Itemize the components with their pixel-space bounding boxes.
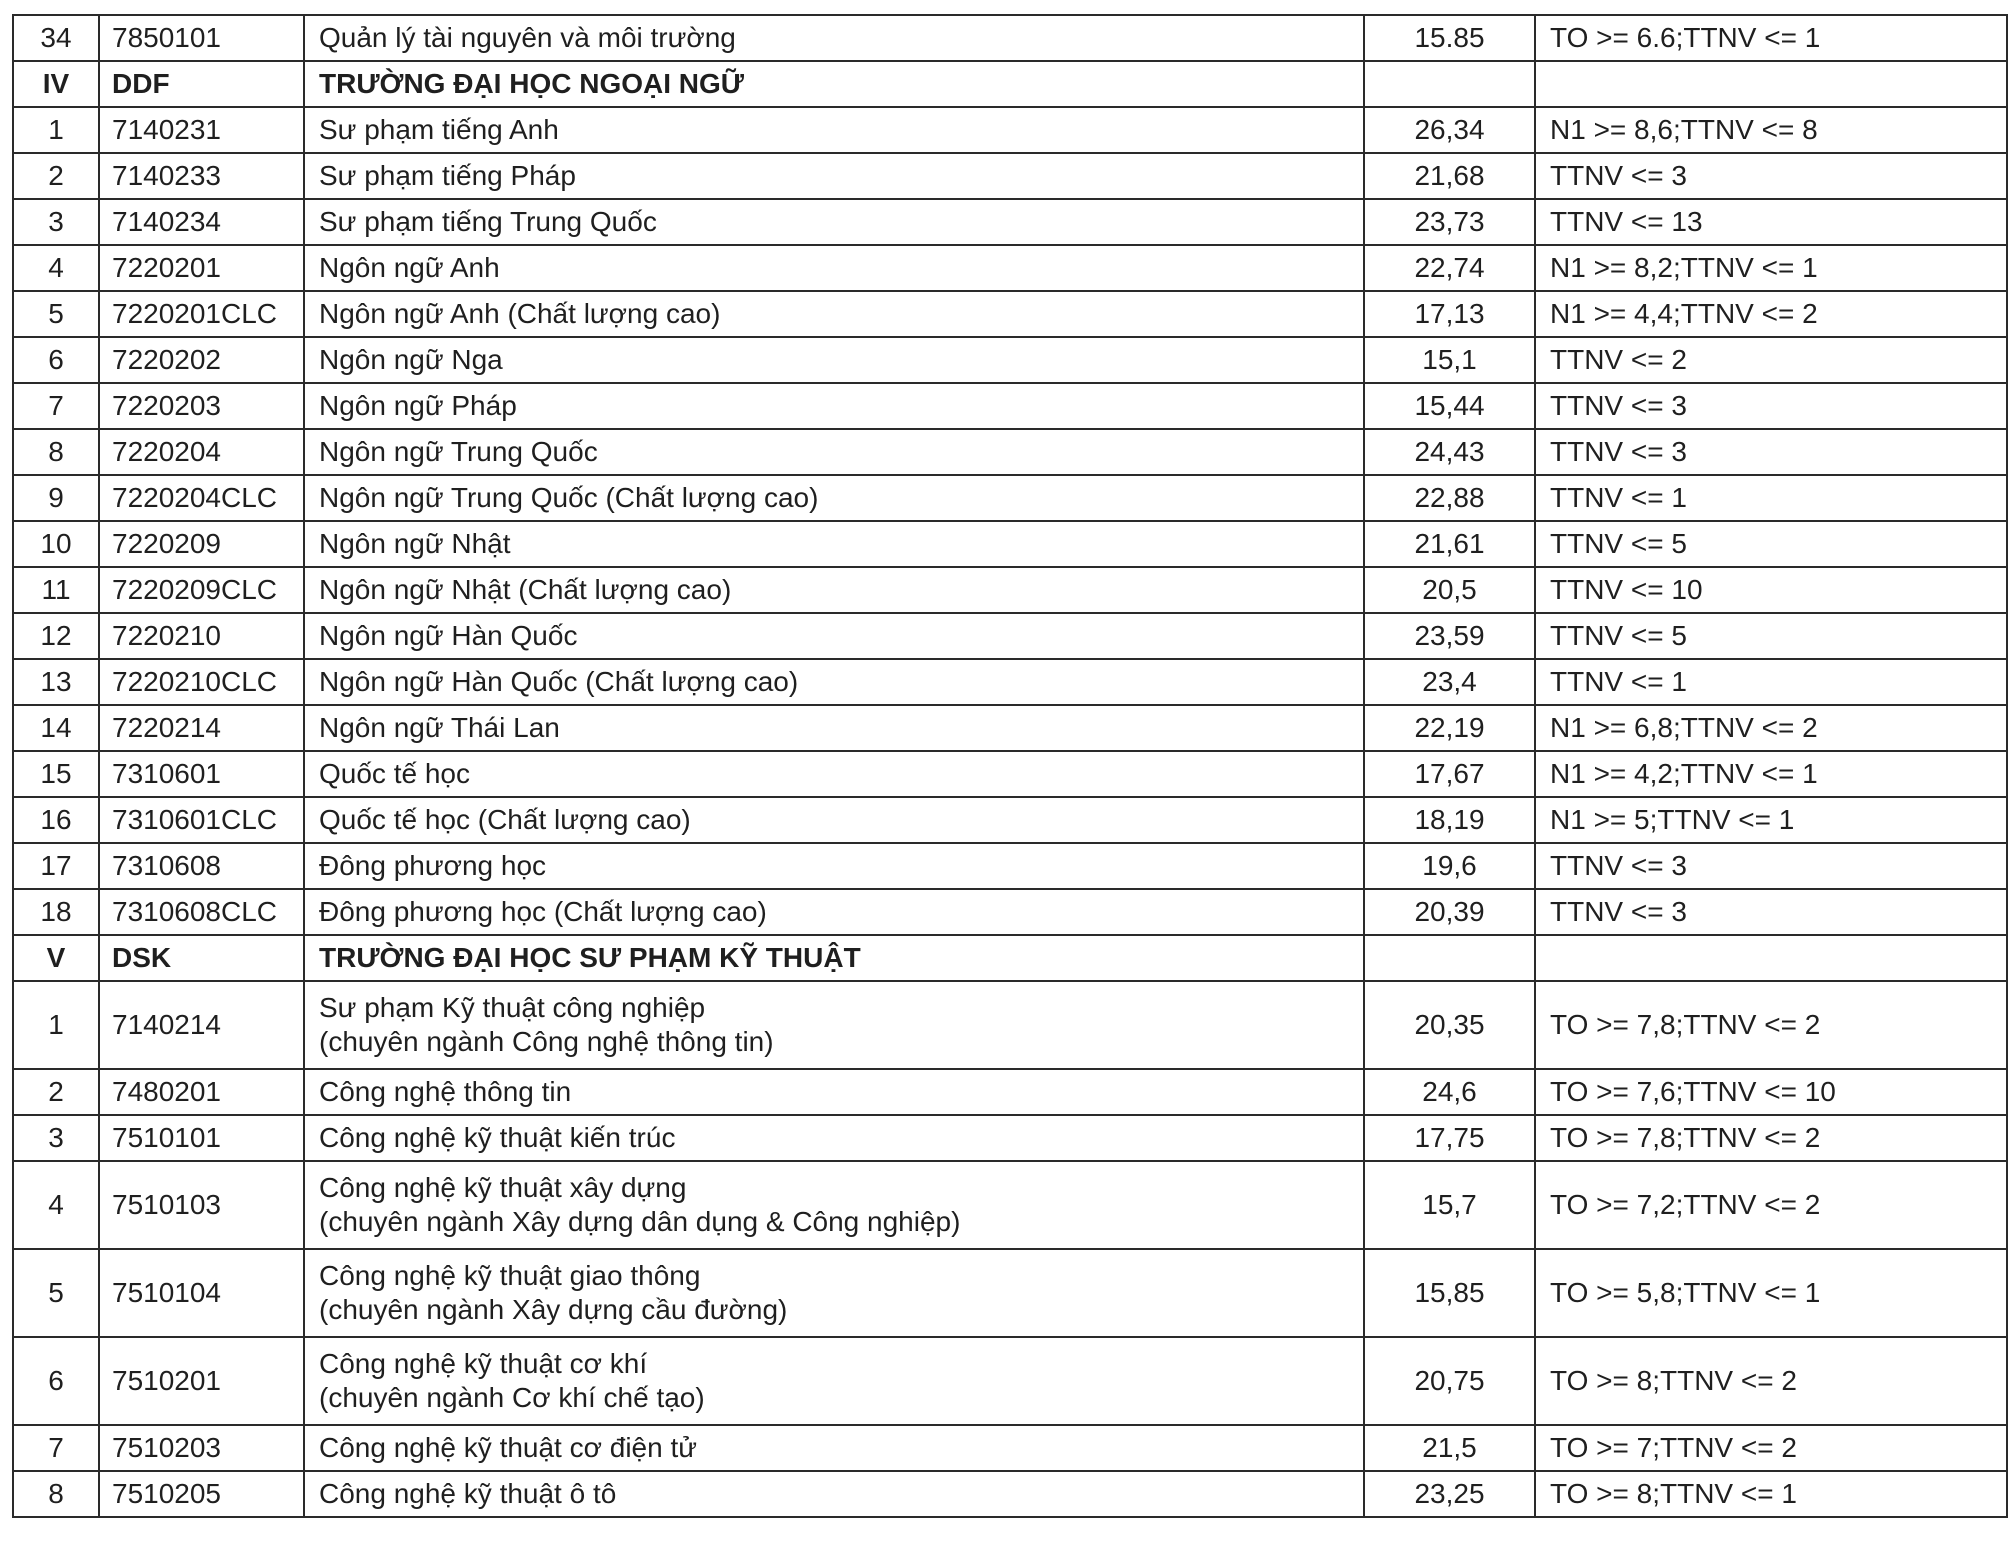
score-cell: 22,19 [1364, 705, 1535, 751]
program-code-cell: 7220214 [99, 705, 304, 751]
program-code-cell: 7480201 [99, 1069, 304, 1115]
program-code-cell: 7220210CLC [99, 659, 304, 705]
program-name-line: Quốc tế học [319, 758, 470, 789]
program-code-cell: 7510203 [99, 1425, 304, 1471]
condition-cell: TO >= 8;TTNV <= 2 [1535, 1337, 2007, 1425]
score-cell: 22,74 [1364, 245, 1535, 291]
program-code-cell: 7310601 [99, 751, 304, 797]
condition-cell: N1 >= 5;TTNV <= 1 [1535, 797, 2007, 843]
program-name-cell [304, 751, 1364, 797]
table-row [13, 337, 2007, 383]
program-name-line: Sư phạm Kỹ thuật công nghiệp [319, 992, 706, 1023]
score-cell: 19,6 [1364, 843, 1535, 889]
program-code-cell: 7220201CLC [99, 291, 304, 337]
program-name-cell [304, 705, 1364, 751]
condition-cell: TTNV <= 13 [1535, 199, 2007, 245]
table-row [13, 1069, 2007, 1115]
row-number-cell: 17 [13, 843, 99, 889]
program-name-line: (chuyên ngành Cơ khí chế tạo) [319, 1382, 705, 1413]
program-code-cell: DDF [99, 61, 304, 107]
program-name-line: TRƯỜNG ĐẠI HỌC SƯ PHẠM KỸ THUẬT [319, 942, 861, 973]
program-code-cell: 7140231 [99, 107, 304, 153]
program-name-cell [304, 843, 1364, 889]
program-name-cell [304, 659, 1364, 705]
row-number-cell: 6 [13, 1337, 99, 1425]
program-name-line: Ngôn ngữ Anh (Chất lượng cao) [319, 298, 721, 329]
program-name-line: Ngôn ngữ Pháp [319, 390, 517, 421]
program-name-cell [304, 245, 1364, 291]
row-number-cell: 16 [13, 797, 99, 843]
program-code-cell: 7220204CLC [99, 475, 304, 521]
program-name-cell [304, 291, 1364, 337]
row-number-cell: 1 [13, 107, 99, 153]
row-number-cell: 13 [13, 659, 99, 705]
program-code-cell: 7220209 [99, 521, 304, 567]
program-code-cell: 7220202 [99, 337, 304, 383]
condition-cell: TTNV <= 3 [1535, 889, 2007, 935]
program-code-cell: 7310601CLC [99, 797, 304, 843]
program-name-cell [304, 475, 1364, 521]
program-name-cell [304, 1337, 1364, 1425]
score-cell: 15,85 [1364, 1249, 1535, 1337]
program-name-line: Quản lý tài nguyên và môi trường [319, 22, 736, 53]
condition-cell: TTNV <= 1 [1535, 659, 2007, 705]
program-code-cell: 7510201 [99, 1337, 304, 1425]
score-cell [1364, 61, 1535, 107]
program-name-line: Công nghệ kỹ thuật cơ điện tử [319, 1432, 697, 1463]
program-code-cell: 7220204 [99, 429, 304, 475]
table-row [13, 1161, 2007, 1249]
program-name-cell [304, 1425, 1364, 1471]
score-cell: 23,25 [1364, 1471, 1535, 1517]
score-cell: 23,73 [1364, 199, 1535, 245]
row-number-cell: 6 [13, 337, 99, 383]
condition-cell [1535, 61, 2007, 107]
row-number-cell: 15 [13, 751, 99, 797]
table-row [13, 521, 2007, 567]
table-row [13, 291, 2007, 337]
row-number-cell: 4 [13, 1161, 99, 1249]
table-body [13, 15, 2007, 1517]
row-number-cell: 7 [13, 1425, 99, 1471]
table-row [13, 199, 2007, 245]
program-code-cell: 7850101 [99, 15, 304, 61]
program-name-line: Ngôn ngữ Thái Lan [319, 712, 560, 743]
program-name-cell [304, 1115, 1364, 1161]
table-row [13, 797, 2007, 843]
row-number-cell: 11 [13, 567, 99, 613]
admission-score-table [12, 14, 2006, 1518]
condition-cell: TTNV <= 3 [1535, 383, 2007, 429]
program-name-line: Ngôn ngữ Trung Quốc (Chất lượng cao) [319, 482, 819, 513]
score-cell: 23,4 [1364, 659, 1535, 705]
table-row [13, 1471, 2007, 1517]
program-name-line: Sư phạm tiếng Pháp [319, 160, 576, 191]
program-name-line: Ngôn ngữ Nga [319, 344, 503, 375]
table-row [13, 659, 2007, 705]
program-name-cell [304, 613, 1364, 659]
score-cell: 20,5 [1364, 567, 1535, 613]
program-code-cell: 7510205 [99, 1471, 304, 1517]
table-row [13, 107, 2007, 153]
program-name-line: TRƯỜNG ĐẠI HỌC NGOẠI NGỮ [319, 68, 745, 99]
score-cell: 15,7 [1364, 1161, 1535, 1249]
row-number-cell: V [13, 935, 99, 981]
table-row [13, 1425, 2007, 1471]
program-name-line: Ngôn ngữ Anh [319, 252, 500, 283]
program-name-line: (chuyên ngành Công nghệ thông tin) [319, 1026, 774, 1057]
row-number-cell: IV [13, 61, 99, 107]
program-code-cell: 7310608CLC [99, 889, 304, 935]
table-row [13, 475, 2007, 521]
row-number-cell: 14 [13, 705, 99, 751]
table-row [13, 1249, 2007, 1337]
condition-cell: TTNV <= 5 [1535, 613, 2007, 659]
program-name-line: Ngôn ngữ Nhật (Chất lượng cao) [319, 574, 732, 605]
program-name-cell [304, 567, 1364, 613]
condition-cell: TO >= 7,6;TTNV <= 10 [1535, 1069, 2007, 1115]
condition-cell: TO >= 7;TTNV <= 2 [1535, 1425, 2007, 1471]
program-name-line: Sư phạm tiếng Anh [319, 114, 559, 145]
condition-cell: TO >= 7,8;TTNV <= 2 [1535, 1115, 2007, 1161]
program-code-cell: 7510104 [99, 1249, 304, 1337]
row-number-cell: 8 [13, 429, 99, 475]
score-cell: 20,35 [1364, 981, 1535, 1069]
condition-cell: TO >= 8;TTNV <= 1 [1535, 1471, 2007, 1517]
table-row [13, 889, 2007, 935]
condition-cell: N1 >= 6,8;TTNV <= 2 [1535, 705, 2007, 751]
row-number-cell: 5 [13, 1249, 99, 1337]
table-row [13, 429, 2007, 475]
row-number-cell: 7 [13, 383, 99, 429]
condition-cell: N1 >= 4,4;TTNV <= 2 [1535, 291, 2007, 337]
table-row [13, 153, 2007, 199]
group-header-row [13, 61, 2007, 107]
group-header-row [13, 935, 2007, 981]
condition-cell: TO >= 5,8;TTNV <= 1 [1535, 1249, 2007, 1337]
program-name-cell [304, 1069, 1364, 1115]
score-cell: 15,1 [1364, 337, 1535, 383]
condition-cell: TTNV <= 2 [1535, 337, 2007, 383]
condition-cell: N1 >= 8,2;TTNV <= 1 [1535, 245, 2007, 291]
score-cell: 21,61 [1364, 521, 1535, 567]
score-cell: 22,88 [1364, 475, 1535, 521]
row-number-cell: 1 [13, 981, 99, 1069]
score-cell: 24,43 [1364, 429, 1535, 475]
score-cell: 15.85 [1364, 15, 1535, 61]
condition-cell: TO >= 7,8;TTNV <= 2 [1535, 981, 2007, 1069]
program-name-line: Đông phương học (Chất lượng cao) [319, 896, 767, 927]
row-number-cell: 2 [13, 1069, 99, 1115]
row-number-cell: 18 [13, 889, 99, 935]
condition-cell: TTNV <= 3 [1535, 153, 2007, 199]
table-row [13, 613, 2007, 659]
table-row [13, 567, 2007, 613]
program-code-cell: 7140233 [99, 153, 304, 199]
program-code-cell: 7140214 [99, 981, 304, 1069]
condition-cell: TTNV <= 3 [1535, 429, 2007, 475]
program-code-cell: DSK [99, 935, 304, 981]
program-code-cell: 7220210 [99, 613, 304, 659]
program-name-line: Ngôn ngữ Hàn Quốc [319, 620, 578, 651]
program-name-line: Công nghệ kỹ thuật xây dựng [319, 1172, 687, 1203]
program-code-cell: 7510103 [99, 1161, 304, 1249]
row-number-cell: 4 [13, 245, 99, 291]
program-name-cell [304, 337, 1364, 383]
row-number-cell: 34 [13, 15, 99, 61]
score-cell: 18,19 [1364, 797, 1535, 843]
score-cell: 17,67 [1364, 751, 1535, 797]
program-code-cell: 7220209CLC [99, 567, 304, 613]
table-row [13, 843, 2007, 889]
program-name-cell [304, 15, 1364, 61]
condition-cell: TO >= 6.6;TTNV <= 1 [1535, 15, 2007, 61]
program-name-cell [304, 1161, 1364, 1249]
score-cell: 20,75 [1364, 1337, 1535, 1425]
table-row [13, 1337, 2007, 1425]
table-row [13, 383, 2007, 429]
score-cell: 21,68 [1364, 153, 1535, 199]
program-name-cell [304, 199, 1364, 245]
table-row [13, 981, 2007, 1069]
program-name-line: (chuyên ngành Xây dựng dân dụng & Công nghiệp) [319, 1206, 961, 1237]
program-name-line: Đông phương học [319, 850, 547, 881]
row-number-cell: 12 [13, 613, 99, 659]
program-name-cell [304, 429, 1364, 475]
row-number-cell: 3 [13, 199, 99, 245]
program-name-line: Công nghệ kỹ thuật giao thông [319, 1260, 701, 1291]
program-code-cell: 7140234 [99, 199, 304, 245]
score-cell: 17,13 [1364, 291, 1535, 337]
program-name-line: Ngôn ngữ Trung Quốc [319, 436, 598, 467]
score-cell: 21,5 [1364, 1425, 1535, 1471]
program-name-line: (chuyên ngành Xây dựng cầu đường) [319, 1294, 788, 1325]
row-number-cell: 2 [13, 153, 99, 199]
score-cell: 24,6 [1364, 1069, 1535, 1115]
program-name-line: Công nghệ thông tin [319, 1076, 572, 1107]
program-name-line: Ngôn ngữ Nhật [319, 528, 511, 559]
row-number-cell: 8 [13, 1471, 99, 1517]
table-row [13, 751, 2007, 797]
program-name-line: Công nghệ kỹ thuật ô tô [319, 1478, 617, 1509]
program-code-cell: 7510101 [99, 1115, 304, 1161]
row-number-cell: 10 [13, 521, 99, 567]
score-cell: 20,39 [1364, 889, 1535, 935]
row-number-cell: 3 [13, 1115, 99, 1161]
program-code-cell: 7220203 [99, 383, 304, 429]
program-code-cell: 7310608 [99, 843, 304, 889]
program-name-cell [304, 1471, 1364, 1517]
program-code-cell: 7220201 [99, 245, 304, 291]
program-name-cell [304, 981, 1364, 1069]
condition-cell: TO >= 7,2;TTNV <= 2 [1535, 1161, 2007, 1249]
score-cell: 17,75 [1364, 1115, 1535, 1161]
program-name-line: Công nghệ kỹ thuật kiến trúc [319, 1122, 676, 1153]
condition-cell: TTNV <= 10 [1535, 567, 2007, 613]
program-name-cell [304, 383, 1364, 429]
table-row [13, 245, 2007, 291]
score-cell: 23,59 [1364, 613, 1535, 659]
table-row [13, 705, 2007, 751]
program-name-cell [304, 935, 1364, 981]
table-row [13, 15, 2007, 61]
score-cell: 15,44 [1364, 383, 1535, 429]
row-number-cell: 9 [13, 475, 99, 521]
condition-cell: TTNV <= 3 [1535, 843, 2007, 889]
condition-cell [1535, 935, 2007, 981]
score-cell [1364, 935, 1535, 981]
program-name-cell [304, 889, 1364, 935]
program-name-cell [304, 153, 1364, 199]
condition-cell: N1 >= 4,2;TTNV <= 1 [1535, 751, 2007, 797]
program-name-line: Quốc tế học (Chất lượng cao) [319, 804, 691, 835]
score-cell: 26,34 [1364, 107, 1535, 153]
condition-cell: TTNV <= 5 [1535, 521, 2007, 567]
program-name-cell [304, 61, 1364, 107]
program-name-line: Ngôn ngữ Hàn Quốc (Chất lượng cao) [319, 666, 799, 697]
program-name-cell [304, 1249, 1364, 1337]
program-name-line: Sư phạm tiếng Trung Quốc [319, 206, 657, 237]
table-row [13, 1115, 2007, 1161]
program-name-line: Công nghệ kỹ thuật cơ khí [319, 1348, 648, 1379]
condition-cell: TTNV <= 1 [1535, 475, 2007, 521]
row-number-cell: 5 [13, 291, 99, 337]
program-name-cell [304, 521, 1364, 567]
condition-cell: N1 >= 8,6;TTNV <= 8 [1535, 107, 2007, 153]
program-name-cell [304, 797, 1364, 843]
program-name-cell [304, 107, 1364, 153]
